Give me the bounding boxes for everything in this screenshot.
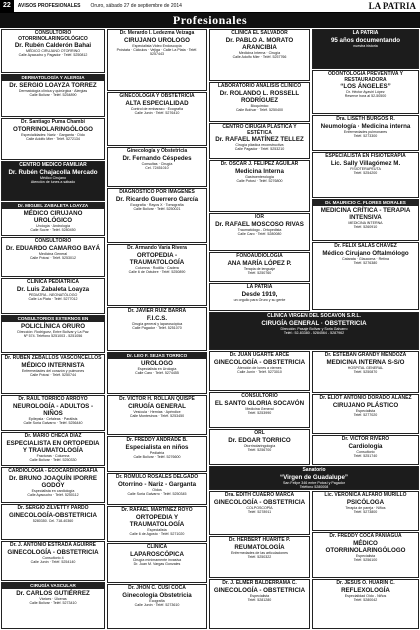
ad-body: Calle Bolívar · Teléf. 5250330 xyxy=(29,457,77,462)
ad-body: Teléfono 5280008 xyxy=(299,484,329,489)
ad-box xyxy=(1,278,105,314)
ad-name: Dr. Rubén Chajacolla Mercado xyxy=(8,168,98,176)
ad-body: Teléf. 5276380 xyxy=(353,260,378,265)
ad-body: Calle 6 de Octubre · Teléf. 5250890 xyxy=(128,269,186,274)
ad-body: Reserve hora al 52-50500 xyxy=(344,94,387,99)
ad-box xyxy=(107,147,207,187)
ad-title: CONSULTORIO xyxy=(241,393,278,399)
ad-name: Dr. Fernando Céspedes xyxy=(122,154,192,162)
ad-subtitle: Dr. Héctor Ayaviri López xyxy=(346,90,385,95)
page-number: 22 xyxy=(0,0,14,12)
ad-body: Teléf. 5280042 xyxy=(353,597,378,602)
ad-subtitle: Traumatólogo - Ortopedista xyxy=(237,227,282,232)
ad-box xyxy=(1,315,105,353)
ad-subtitle: Cirugía mínimamente invasiva xyxy=(132,557,182,562)
ad-subtitle: PEDIATRA - NEONATÓLOGO xyxy=(28,292,78,297)
ad-subtitle: MÉDICO CIRUJANO OTORRINO xyxy=(25,49,81,54)
ad-subtitle: Cirugía plástica reconstructiva xyxy=(235,143,284,148)
ad-title: Sanatorio xyxy=(302,467,326,473)
ad-name: REFLEXOLOGÍA xyxy=(341,586,390,594)
ad-subtitle: Dirección: Pasaje Bolívar y Soria Galvarro xyxy=(280,326,348,331)
ad-body: Calle Ayacucho · Teléf. 5250112 xyxy=(27,492,79,497)
ad-title: Lic. VERÓNICA ALFARO MURILLO xyxy=(324,492,407,498)
ad-box xyxy=(209,351,310,391)
ad-subtitle: Catarata · Glaucoma · Retina xyxy=(342,256,389,261)
ad-subtitle: Consultorio xyxy=(356,449,375,454)
ad-name: Especialista en niños xyxy=(125,443,189,451)
ad-box xyxy=(107,436,207,472)
ad-subtitle: Consultorio 4 xyxy=(42,555,64,560)
ad-body: Calle Bolívar · Teléf. 5250400 xyxy=(235,107,284,112)
ad-title: Dr. VICTOR RIVERO xyxy=(341,436,390,442)
ad-body: Calle Caro · Teléf. 5280080 xyxy=(237,231,282,236)
ad-box xyxy=(1,504,105,540)
ad-box xyxy=(107,506,207,542)
ad-box xyxy=(107,543,207,583)
ad-box xyxy=(209,252,310,282)
ad-name: MEDICINA INTERNA S-S/O xyxy=(326,358,405,366)
ad-title: CLÍNICA VIRGEN DEL SOCAVÓN S.R.L. xyxy=(267,313,361,319)
ad-body: Teléf. 5251740 xyxy=(353,453,378,458)
ad-box xyxy=(107,395,207,435)
ad-subtitle: Especialista en cardiología xyxy=(31,488,75,493)
ad-box xyxy=(209,392,310,428)
ad-body: Teléf. 5277020 xyxy=(353,412,378,417)
ad-body: Teléf. 5273800 xyxy=(353,509,378,514)
ad-box xyxy=(312,435,419,465)
ad-subtitle: Fracturas · Columna xyxy=(36,453,70,458)
ad-title: Dr. J. ELMER BALDERRAMA C. xyxy=(222,580,297,586)
ad-name: Lic. Sally Villagómez M. xyxy=(330,159,401,167)
ad-box xyxy=(107,584,207,629)
ad-title: CENTRO CIRUGÍA PLÁSTICA Y ESTÉTICA xyxy=(222,124,297,136)
ad-title: CLÍNICA EL SALVADOR xyxy=(231,30,288,36)
ad-title: LA PATRIA xyxy=(246,284,273,290)
ad-body: Teléf. 5256100 xyxy=(353,557,378,562)
ad-body: Calle Adolfo Mier · Teléf. 5272134 xyxy=(26,136,80,141)
ad-name: Dr. CARLOS GUTIÉRREZ xyxy=(16,590,90,597)
ad-box xyxy=(107,307,207,351)
ad-title: Dr. FÉLIX SALAS CHÁVEZ xyxy=(334,243,397,249)
ad-subtitle: Enfermedades de las articulaciones xyxy=(231,550,288,555)
ad-name: CIRUGÍA GENERAL xyxy=(128,402,186,410)
ad-box xyxy=(209,429,310,465)
ad-title: Dr. LEO F. SEJAS TORRICO xyxy=(108,353,206,359)
ad-name: ORTOPEDIA - TRAUMATOLOGÍA xyxy=(129,251,185,266)
ad-subtitle: Especialidades: Nariz · Garganta · Oído xyxy=(21,132,85,137)
ad-subtitle: Enfermedades pulmonares xyxy=(343,129,388,134)
ad-body: Calle Adolfo Mier · Teléf. 5257766 xyxy=(232,54,287,59)
ad-name: ORTOPEDIA Y TRAUMATOLOGÍA xyxy=(129,513,185,528)
ad-title: Dr. ESTEBAN GRANDY MENDOZA xyxy=(324,352,407,358)
ad-name: GINECOLOGÍA - OBSTETRICIA xyxy=(213,358,306,366)
ad-box xyxy=(209,466,419,490)
ad-body: Calle Bolívar · Teléf. 5273410 xyxy=(29,601,77,606)
publication-date: Oruro, sábado 27 de septiembre de 2014 xyxy=(90,3,182,9)
ad-body: Calle Potosí · Teléf. 5276800 xyxy=(236,178,283,183)
ad-body: Teléf. 5250760 xyxy=(247,270,272,275)
ad-name: Cardiología xyxy=(348,442,383,450)
ad-name: Dr. SERGIO LOAYZA TORREZ xyxy=(9,82,97,89)
ad-subtitle: Medicina General xyxy=(245,406,274,411)
ad-subtitle: Gastroenterología xyxy=(245,174,274,179)
ad-box xyxy=(1,354,105,394)
ad-box xyxy=(312,351,419,393)
ad-title: Ginecología y Obstetricia xyxy=(126,148,188,154)
ad-subtitle: Pediatría xyxy=(149,450,165,455)
ad-title: Dr. MARIO CHECA DIAZ xyxy=(24,433,82,439)
ad-body: Calle Junín · Teléf. 5273010 xyxy=(237,369,282,374)
ad-body: Cel. 72451010 xyxy=(145,165,169,170)
ad-body: Calle 6 de Agosto · Teléf. 5271020 xyxy=(129,531,185,536)
ad-subtitle: Ecografía · Rayos X · Tomografía xyxy=(130,202,184,207)
ad-subtitle: Dirección: Rodríguez, Entre Bolívar y La Paz xyxy=(17,330,89,334)
ad-subtitle: Dermatología clínica y quirúrgica · Alergias xyxy=(18,89,88,93)
ad-name: PSICÓLOGA xyxy=(346,498,385,506)
ad-body: Calle Ayacucho y Pagador · Teléf. 5250812 xyxy=(18,53,88,58)
ad-subtitle: San Felipe 346 entre Potosí y Pagador xyxy=(283,480,345,485)
ad-title: Dr. JESÚS O. HUARIN C. xyxy=(336,580,395,586)
section-name: AVISOS PROFESIONALES xyxy=(17,3,81,9)
ad-subtitle: Especialista xyxy=(355,553,376,558)
ad-body: Calle Bolívar · Teléf. 5276600 xyxy=(133,454,181,459)
ad-box xyxy=(209,579,310,629)
ad-box xyxy=(312,115,419,151)
ad-box xyxy=(1,118,105,160)
ad-box xyxy=(1,432,105,466)
ad-title: CONSULTORIO OTORRINOLARINGOLÓGICO xyxy=(18,30,88,42)
ad-title: CIRUGÍA VASCULAR xyxy=(2,583,104,589)
ad-subtitle: Enfermedades del corazón y pulmones xyxy=(21,368,85,373)
ad-box xyxy=(209,283,310,311)
ad-name: Dr. RAFAEL MOSCOSO RIVAS xyxy=(215,220,304,228)
ad-box xyxy=(312,532,419,578)
ad-body: Teléf. 5281280 xyxy=(247,597,272,602)
ad-title: Dr. JUAN UGARTE ARCE xyxy=(229,352,290,358)
ad-subtitle: Terapia de lenguaje xyxy=(243,266,276,271)
ad-box xyxy=(209,160,310,212)
ad-name: CIRUJANO UROLOGO xyxy=(123,36,190,44)
ad-name: GINECOLOGÍA - OBSTETRICIA xyxy=(213,586,306,594)
page-header xyxy=(0,0,420,13)
ad-box xyxy=(312,491,419,531)
ad-title: Dr. HERBERT HUARITE P. xyxy=(228,537,291,543)
ad-name: MÉDICO OTORRINOLARINGÓLOGO xyxy=(325,539,406,554)
ad-title: Dr. JHON C. CUSI COCA xyxy=(128,585,186,591)
ad-subtitle: Bioquímico xyxy=(250,103,269,108)
ad-name: Dr. BRUNO JOAQUÍN IPORRE GODOY xyxy=(8,474,97,489)
ad-title: Dr. Santiago Puma Chambi xyxy=(21,119,85,125)
ad-name: REUMATOLOGÍA xyxy=(234,543,285,551)
ad-body: Dr. Juan M. Vargas Gonzales xyxy=(133,561,181,566)
ad-name: Médico Cirujano Oftalmólogo xyxy=(322,249,409,257)
ad-title: FONOAUDIOLOGÍA xyxy=(236,253,283,259)
ad-body: Calle Junín · Teléf. 5254140 xyxy=(30,559,76,564)
ad-body: Calle Bolívar · Teléf. 5254890 xyxy=(29,93,77,98)
ad-name: Desde 1919, xyxy=(241,290,278,298)
ad-name: 95 años documentando xyxy=(330,36,401,44)
ad-title: CONSULTORIO xyxy=(34,238,72,244)
ad-name: Otorrino - Nariz - Garganta xyxy=(117,480,197,488)
ad-title: LA PATRIA xyxy=(352,30,379,36)
ad-name: POLICLÍNICA ORURO xyxy=(20,323,86,330)
ad-body: Teléf.: 52-83380 - 5284564 - 5287962 xyxy=(283,330,345,335)
ad-subtitle: Especialista xyxy=(355,408,376,413)
ad-name: Dr. Luis Zabaleta Loayza xyxy=(16,285,90,293)
ad-title: CLÍNICA PEDIÁTRICA xyxy=(26,279,80,285)
ad-name: Neumología · Medicina interna xyxy=(320,122,411,130)
ad-subtitle: Otorrinolaringología xyxy=(243,443,276,448)
ad-box xyxy=(107,188,207,243)
ad-title: Dr. FREDDY COCA PANIAGUA xyxy=(329,533,402,539)
ad-box xyxy=(209,29,310,81)
ad-subtitle: Terapia de pareja · Niños xyxy=(345,505,386,510)
ad-subtitle: Especialidad Oído - Niños xyxy=(344,593,387,598)
ad-subtitle: Control de embarazo · Ecografía xyxy=(130,106,184,111)
ad-title: Dr. VÍCTOR H. ROLLAN QUISPE xyxy=(119,396,195,402)
ad-box xyxy=(209,536,310,578)
ad-box xyxy=(312,242,419,310)
ad-body: Calle Junín · Teléf. 5276410 xyxy=(134,110,180,115)
ad-body: Teléf. 5250322 xyxy=(247,554,272,559)
ad-body: Teléf. 5278911 xyxy=(247,509,272,514)
ad-name: “LOS ÁNGELES” xyxy=(340,83,391,91)
ad-title: Dr. ELIOT ANTONIO DORADO ALANEZ xyxy=(319,395,412,401)
ad-name: CIRUJANO PLÁSTICO xyxy=(332,401,399,409)
ad-body: Calle Bolívar · Teléf. 5250021 xyxy=(133,206,181,211)
ad-body: Atención de lunes a sábado xyxy=(30,179,76,184)
ad-box xyxy=(209,82,310,122)
ad-body: Calle Pagador · Teléf. 5253210 xyxy=(234,147,285,152)
ad-name: MEDICINA CRÍTICA - TERAPIA INTENSIVA xyxy=(320,207,411,221)
ad-box xyxy=(1,237,105,277)
ad-box xyxy=(1,541,105,581)
ad-subtitle: Atención de lunes a viernes xyxy=(237,365,282,370)
ad-name: CIRUGÍA GENERAL · OBSTETRICIA xyxy=(261,319,367,327)
ad-subtitle: Várices · Úlceras xyxy=(39,597,67,601)
ad-body: Teléf. 5260910 xyxy=(353,225,378,230)
ad-name: Dr. RAFAEL MATÍNEZ TELLEZ xyxy=(215,136,304,144)
ad-name: ANA MARÍA LÓPEZ P. xyxy=(227,259,292,267)
ad-subtitle: Especialista xyxy=(147,527,167,532)
ad-box xyxy=(1,202,105,236)
ad-body: Calle Potosí · Teléf. 5253012 xyxy=(29,255,77,260)
ad-title: Dr. JAVIER RUIZ BARRA xyxy=(127,308,187,314)
ad-title: ESPECIALISTA EN FISIOTERAPIA xyxy=(325,153,406,159)
ad-title: Dr. Armando Varía Rivera xyxy=(127,245,187,251)
ad-title: ODONTOLOGÍA PREVENTIVA Y RESTAURADORA xyxy=(328,71,403,83)
ad-name: MÉDICO INTERNISTA xyxy=(21,361,85,369)
ad-body: Calle Caro · Teléf. 5274455 xyxy=(135,371,179,376)
ad-subtitle: Especialista Video Endoscopía xyxy=(132,43,182,48)
ad-title: Dr. MAURICIO C. FLORES MORALES xyxy=(313,200,418,206)
ad-subtitle: Especialista en Urología xyxy=(137,367,177,371)
ad-subtitle: Médico Cirujano xyxy=(40,175,66,180)
ad-title: CONSULTORIOS EXTERNOS EN xyxy=(2,316,104,322)
ad-name: LAPAROSCÓPICA xyxy=(130,550,184,558)
ad-box xyxy=(209,213,310,251)
ad-title: Dr. FREDDY ANDRADE B. xyxy=(126,437,188,443)
ad-title: Dra. LISETH BURGOS R. xyxy=(336,116,395,122)
ad-body: Nº 574. Teléfono 5251003 - 5251056 xyxy=(23,334,83,339)
ad-box xyxy=(312,152,419,198)
ad-subtitle: Cirugía general y laparoscópica xyxy=(131,321,183,326)
ad-name: “Virgen de Guadalupe” xyxy=(280,473,348,481)
ad-body: Teléf. 5273300 xyxy=(353,133,378,138)
ad-title: Dr. RUBÉN ZEBALLOS VASCONCELLOS xyxy=(4,355,102,361)
ad-box xyxy=(312,29,419,69)
ad-name: GINECOLOGÍA - OBSTETRICIA xyxy=(7,548,99,556)
ad-body: Teléf. 5254200 xyxy=(353,170,378,175)
ad-name: NEUROLOGÍA - ADULTOS - NIÑOS xyxy=(12,402,94,417)
ad-box xyxy=(107,29,207,91)
ad-name: GINECOLOGÍA - OBSTETRICIA xyxy=(213,498,306,506)
ad-subtitle: HOSPITAL GENERAL xyxy=(347,365,384,370)
ad-box xyxy=(1,29,105,73)
ad-name: GINECOLOGÍA-OBSTETRICIA xyxy=(9,511,97,519)
ad-title: CLÍNICA xyxy=(146,544,168,550)
ad-name: EL SANTO GLORIA SOCAVÓN xyxy=(214,399,305,407)
ad-title: Dr. ROMULO ROSALES DELGADO xyxy=(115,474,199,480)
ad-name: UROLOGO xyxy=(141,360,173,367)
ad-box xyxy=(312,579,419,629)
ad-title: Dr. Merardo I. Ledezma Veizaga xyxy=(119,30,195,36)
ad-title: CARDIOLOGÍA - ECOCARDIOGRAFÍA xyxy=(8,468,98,474)
ad-subtitle: Ecografía xyxy=(149,598,165,603)
ad-title: Dr. OSCAR J. FELIPEZ AGUILAR xyxy=(220,161,299,167)
ad-title: ORL xyxy=(254,430,265,436)
ad-box xyxy=(1,395,105,431)
ad-box xyxy=(312,199,419,241)
ad-body: Teléf. 5253990 xyxy=(247,410,272,415)
ad-subtitle: 5280350. Cel. 718-40360 xyxy=(32,518,74,523)
ad-box xyxy=(209,123,310,159)
ad-name: Dr. PABLO A. MORATO ARANCIBIA xyxy=(225,36,294,51)
ad-body: Calle Montesinos · Teléf. 5253450 xyxy=(129,413,185,418)
ad-box xyxy=(107,244,207,306)
ad-body: Calle Soria Galvarro · Teléf. 5250345 xyxy=(127,491,187,496)
newspaper-brand: LA PATRIA xyxy=(368,1,416,11)
ad-body: Calle Pagador · Teléf. 5251070 xyxy=(132,325,182,330)
ad-name: ESPECIALISTA EN ORTOPEDIA Y TRAUMATOLOGÍA xyxy=(6,439,100,454)
ad-name: Dr. ROLANDO L. ROSSELL RODRÍGUEZ xyxy=(219,89,300,104)
ad-box xyxy=(1,161,105,201)
ad-body: Calle Sucre · Teléf. 5280450 xyxy=(30,228,76,233)
ad-subtitle: Especialista xyxy=(249,593,270,598)
ad-body: Calle Potosí · Teléf. 5250744 xyxy=(29,372,77,377)
ad-title: Dr. SERGIO ZILVETTY PARDO xyxy=(17,505,89,511)
ad-subtitle: COLPOSCOPÍA xyxy=(246,505,273,510)
ad-name: Dr. Rubén Calderón Bahai xyxy=(14,42,92,50)
section-banner: Profesionales xyxy=(0,13,420,28)
ad-title: LABORATORIO ANÁLISIS CLÍNICO xyxy=(217,83,302,89)
ad-body: Calle Junín · Teléf. 5273610 xyxy=(134,602,180,607)
ad-box xyxy=(1,74,105,117)
ad-title: GINECOLOGÍA Y OBSTETRICIA xyxy=(119,93,195,99)
ad-subtitle: nuestra historia xyxy=(353,43,378,48)
ad-name: MÉDICO CIRUJANO UROLÓGICO xyxy=(23,210,83,224)
ad-title: IOR xyxy=(255,214,264,220)
ad-name: Medicina Interna xyxy=(235,167,284,175)
ad-title: Dr. RAFAEL MARTÍNEZ ROYO xyxy=(121,507,193,513)
ad-title: DIAGNÓSTICO POR IMÁGENES xyxy=(119,189,195,195)
ad-subtitle: Medicina Interna · Cirugía xyxy=(238,50,281,55)
ad-title: Dr. RAÚL TORRICO ARROYO xyxy=(18,396,88,402)
ad-name: ALTA ESPECIALIDAD xyxy=(125,99,189,107)
ad-body: Teléf. 5250870 xyxy=(353,369,378,374)
ad-box xyxy=(107,473,207,505)
ad-box xyxy=(107,352,207,394)
ad-box xyxy=(209,491,310,535)
ad-name: F.I.C.S. xyxy=(146,314,168,322)
ad-box xyxy=(312,394,419,434)
ad-name: OTORRINOLARINGÓLOGO xyxy=(13,125,93,133)
ad-body: Calle La Plata · Teléf. 5277012 xyxy=(28,296,78,301)
ad-box xyxy=(209,312,419,350)
ad-box xyxy=(312,70,419,114)
ad-subtitle: Medicina General xyxy=(38,251,68,256)
ad-subtitle: un orgullo para Oruro y su gente xyxy=(233,297,286,302)
ad-title: Dra. EDITH CUAERO MARCA xyxy=(224,492,295,498)
ad-body: Teléf. 5256700 xyxy=(247,447,272,452)
ad-subtitle: Urología · Andrología xyxy=(36,224,70,228)
ad-subtitle: Vesícula · Hernias · Apéndice xyxy=(133,409,181,414)
ad-title: DERMATOLOGÍA Y ALERGIA xyxy=(2,75,104,81)
ad-box xyxy=(107,92,207,146)
ad-box xyxy=(1,582,105,629)
ad-name: Dr. EDGAR TORRICO xyxy=(228,436,291,444)
ad-subtitle: FISIOTERAPEUTA xyxy=(350,166,381,171)
ad-title: Dr. J. ANTONIO ESTRADA AGUIRRE xyxy=(9,542,97,548)
ad-subtitle: Epilepsia · Cefaleas · Parálisis xyxy=(28,416,78,421)
ad-box xyxy=(1,467,105,503)
ad-body: Próstata · Cálculos · Vejiga · Calle La Plata · Teléf. 5257443 xyxy=(116,47,198,57)
ad-name: Dr. Ricardo Guerrero García xyxy=(115,195,199,203)
ad-subtitle: Oídos xyxy=(152,487,162,492)
ad-name: Dr. EDUARDO CAMARGO BAYÁ xyxy=(5,244,101,252)
ad-name: Ginecología Obstetricia xyxy=(122,591,192,599)
ad-subtitle: Consultas · Cirugía xyxy=(141,161,173,166)
ad-title: CENTRO MÉDICO FAMILIAR xyxy=(19,162,87,168)
ad-body: Calle Soria Galvarro · Teléf. 5256440 xyxy=(23,420,83,425)
ad-title: Dr. MIGUEL ZABALETA LOAYZA xyxy=(2,203,104,209)
ad-subtitle: MEDICINA INTERNA xyxy=(348,221,383,225)
ad-subtitle: Columna · Rodilla · Cadera xyxy=(135,265,179,270)
